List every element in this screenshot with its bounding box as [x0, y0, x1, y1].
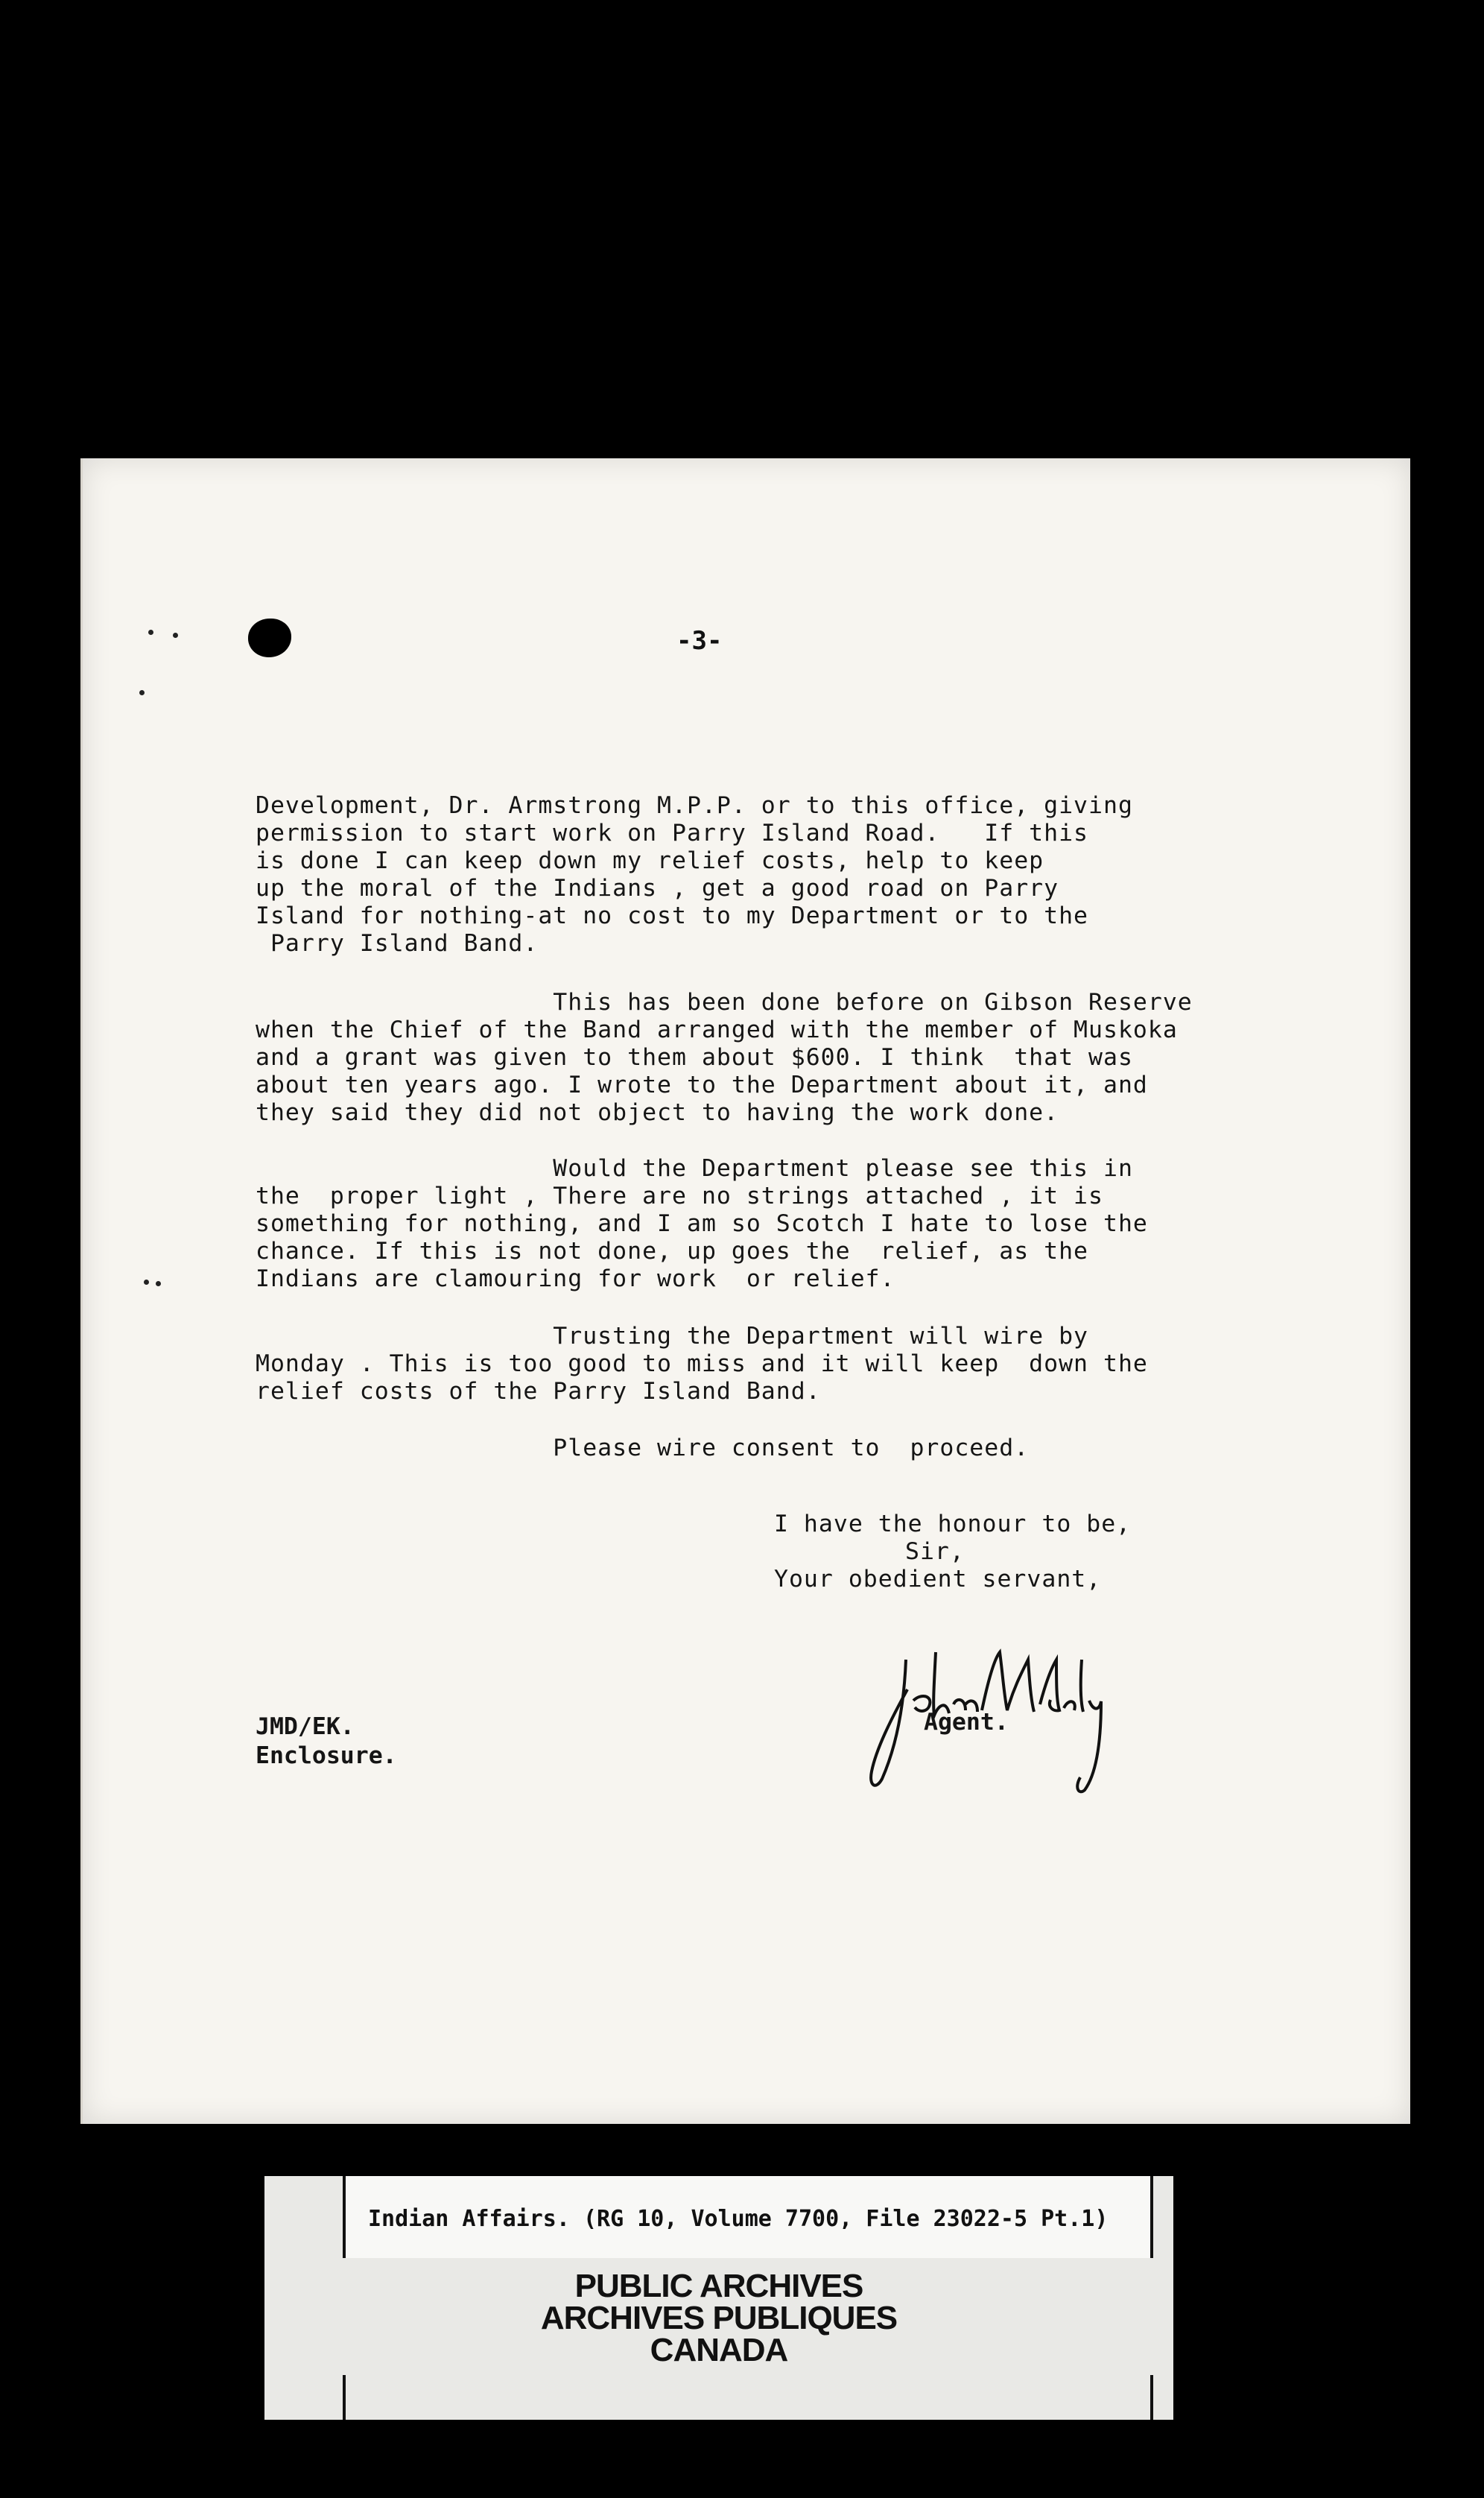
ink-blot [248, 619, 291, 657]
body-line: something for nothing, and I am so Scotch I hate to lose the [256, 1210, 1148, 1237]
body-line: permission to start work on Parry Island Road. If this [256, 820, 1089, 847]
body-line: Please wire consent to proceed. [256, 1435, 1030, 1461]
body-line: Monday . This is too good to miss and it will keep down the [256, 1350, 1148, 1377]
archive-country: CANADA [650, 2332, 788, 2368]
archive-name-fr: ARCHIVES PUBLIQUES [540, 2300, 898, 2336]
enclosure-note: Enclosure. [256, 1742, 397, 1769]
body-line: is done I can keep down my relief costs, help to keep [256, 847, 1044, 874]
archive-name-en: PUBLIC ARCHIVES [574, 2268, 863, 2304]
body-line: chance. If this is not done, up goes the relief, as the [256, 1238, 1089, 1265]
body-line: This has been done before on Gibson Reserve [256, 989, 1193, 1016]
closing-line: I have the honour to be, [774, 1511, 1132, 1537]
body-line: Parry Island Band. [256, 930, 539, 957]
body-line: Indians are clamouring for work or relief. [256, 1265, 895, 1292]
archive-citation: Indian Affairs. (RG 10, Volume 7700, File 23022-5 Pt.1) [368, 2206, 1109, 2232]
body-line: when the Chief of the Band arranged with the member of Muskoka [256, 1016, 1178, 1043]
archive-stamp-frame [343, 2375, 1153, 2420]
speck [173, 633, 178, 638]
speck [144, 1280, 149, 1285]
speck [148, 630, 153, 635]
page-number: -3- [676, 626, 723, 656]
body-line: up the moral of the Indians , get a good road on Parry [256, 875, 1059, 902]
body-line: relief costs of the Parry Island Band. [256, 1378, 821, 1405]
body-line: about ten years ago. I wrote to the Department about it, and [256, 1072, 1148, 1098]
signature-title: Agent. [924, 1709, 1009, 1736]
speck [139, 690, 145, 695]
body-line: Island for nothing-at no cost to my Department or to the [256, 902, 1089, 929]
archive-stamp [264, 2176, 1173, 2420]
reference-initials: JMD/EK. [256, 1713, 355, 1740]
body-line: Trusting the Department will wire by [256, 1323, 1089, 1350]
body-line: the proper light , There are no strings attached , it is [256, 1183, 1103, 1210]
closing-salutation: Sir, [905, 1538, 965, 1565]
body-line: Development, Dr. Armstrong M.P.P. or to this office, giving [256, 792, 1133, 819]
letter-page [80, 458, 1410, 2124]
body-line: they said they did not object to having the work done. [256, 1099, 1059, 1126]
speck [156, 1281, 161, 1286]
closing-line: Your obedient servant, [774, 1566, 1102, 1593]
body-line: and a grant was given to them about $600. I think that was [256, 1044, 1133, 1071]
archive-citation-box [343, 2176, 1153, 2258]
body-line: Would the Department please see this in [256, 1155, 1133, 1182]
